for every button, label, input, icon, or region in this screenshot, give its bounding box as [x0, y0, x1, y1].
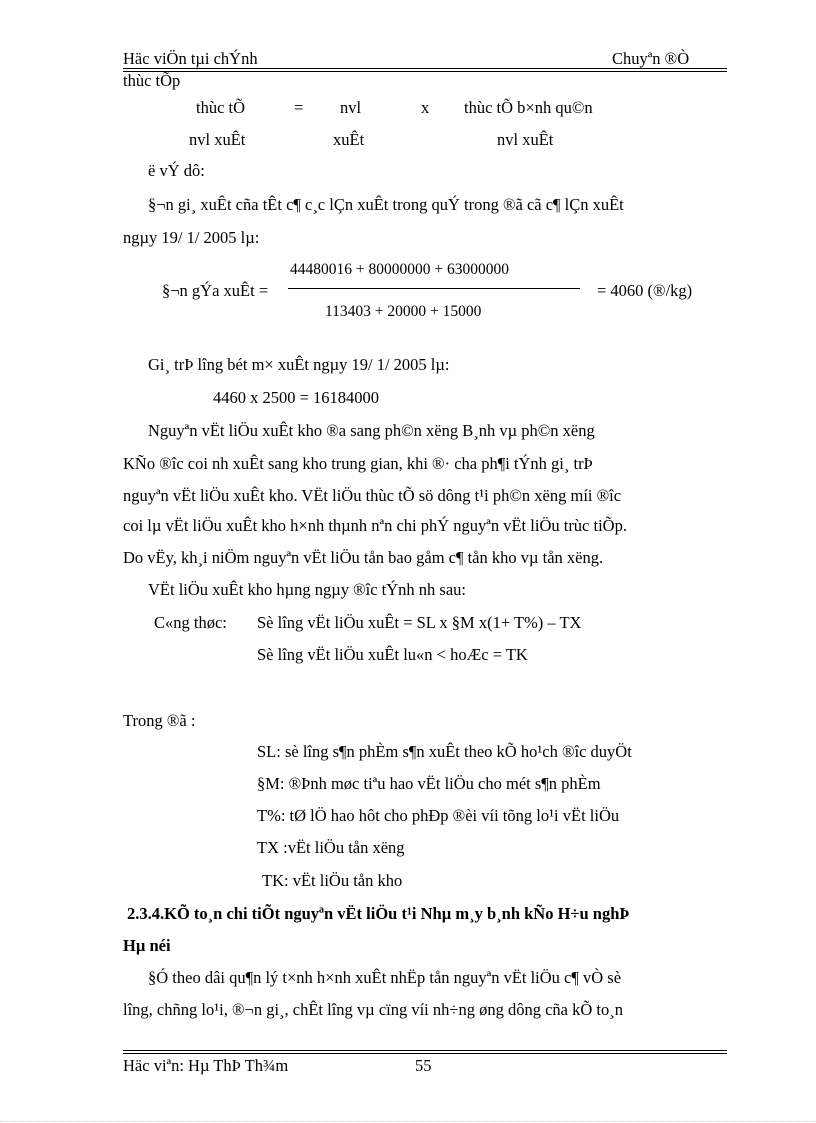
page-bottom-border — [0, 1121, 816, 1122]
formula1-prefix: thùc tÕp — [123, 71, 181, 90]
page-number: 55 — [415, 1056, 432, 1075]
definition-item: SL: sè lîng s¶n phÈm s¶n xuÊt theo kÕ ho¹ch ®îc duyÖt — [257, 742, 632, 761]
definition-item: §M: ®Þnh møc tiªu hao vËt liÖu cho mét s¶n phÈm — [257, 774, 601, 793]
formula2-numerator: 44480016 + 80000000 + 63000000 — [290, 261, 509, 278]
header-rule-top — [123, 68, 727, 69]
footer-author: Häc viªn: Hµ ThÞ Th¾m — [123, 1056, 289, 1075]
example-label: ë vÝ dô: — [148, 161, 205, 180]
formula1-row2-b: xuÊt — [333, 130, 365, 149]
definition-item: TX :vËt liÖu tån xëng — [257, 838, 405, 857]
para1-line1: §¬n gi¸ xuÊt cña tÊt c¶ c¸c lÇn xuÊt trong quÝ trong ®ã cã c¶ lÇn xuÊt — [148, 195, 624, 214]
formula2-denominator: 113403 + 20000 + 15000 — [325, 303, 482, 320]
para3-line3: nguyªn vËt liÖu xuÊt kho. VËt liÖu thùc tÕ sö dông t¹i ph©n xëng míi ®îc — [123, 486, 622, 505]
para2-calc: 4460 x 2500 = 16184000 — [213, 388, 380, 407]
para3-line4: coi lµ vËt liÖu xuÊt kho h×nh thµnh nªn chi phÝ nguyªn vËt liÖu trùc tiÕp. — [123, 516, 627, 535]
header-left: Häc viÖn tµi chÝnh — [123, 49, 258, 68]
para3-line1: Nguyªn vËt liÖu xuÊt kho ®a sang ph©n xëng B¸nh vµ ph©n xëng — [148, 421, 595, 440]
formula2-lhs: §¬n gÝa xuÊt = — [162, 281, 269, 300]
section-heading-line2: Hµ néi — [123, 936, 171, 955]
formula1-row2-c: nvl xuÊt — [497, 130, 554, 149]
formula2-fraction-bar — [288, 288, 580, 289]
footer-rule-top — [123, 1050, 727, 1051]
section-heading-line1: 2.3.4.KÕ to¸n chi tiÕt nguyªn vËt liÖu t¹i Nhµ m¸y b¸nh kÑo H÷u nghÞ — [127, 904, 630, 923]
formula1-row1-b: nvl — [340, 98, 362, 117]
definition-item: TK: vËt liÖu tån kho — [262, 871, 403, 890]
para1-line2: ngµy 19/ 1/ 2005 lµ: — [123, 228, 260, 247]
formula1-row1-eq: = — [294, 98, 304, 117]
formula1-row1-x: x — [421, 98, 430, 117]
formula1-row1-c: thùc tÕ b×nh qu©n — [464, 98, 593, 117]
para3-line2: KÑo ®îc coi nh xuÊt sang kho trung gian, khi ®· cha ph¶i tÝnh gi¸ trÞ — [123, 454, 593, 473]
formula2-result: = 4060 (®/kg) — [597, 281, 693, 300]
para4-line1: VËt liÖu xuÊt kho hµng ngµy ®îc tÝnh nh sau: — [148, 580, 466, 599]
footer-rule-bottom — [123, 1053, 727, 1054]
definitions-intro: Trong ®ã : — [123, 711, 196, 730]
definition-item: T%: tØ lÖ hao hôt cho phÐp ®èi víi tõng lo¹i vËt liÖu — [257, 806, 620, 825]
para5-line2: lîng, chñng lo¹i, ®¬n gi¸, chÊt lîng vµ cïng víi nh÷ng øng dông cña kÕ to¸n — [123, 1000, 623, 1019]
formula1-row2-a: nvl xuÊt — [189, 130, 246, 149]
formula-line2: Sè lîng vËt liÖu xuÊt lu«n < hoÆc = TK — [257, 645, 528, 664]
header-right: Chuyªn ®Ò — [612, 49, 690, 68]
formula-label: C«ng thøc: — [154, 613, 227, 632]
para2-line1: Gi¸ trÞ lîng bét m× xuÊt ngµy 19/ 1/ 2005 lµ: — [148, 355, 450, 374]
para5-line1: §Ó theo dâi qu¶n lý t×nh h×nh xuÊt nhËp tån nguyªn vËt liÖu c¶ vÒ sè — [148, 968, 622, 987]
para3-line5: Do vËy, kh¸i niÖm nguyªn vËt liÖu tån bao gåm c¶ tån kho vµ tån xëng. — [123, 548, 604, 567]
formula1-row1-a: thùc tÕ — [196, 98, 246, 117]
header-rule-bottom — [123, 71, 727, 72]
formula-line1: Sè lîng vËt liÖu xuÊt = SL x §M x(1+ T%) – TX — [257, 613, 582, 632]
